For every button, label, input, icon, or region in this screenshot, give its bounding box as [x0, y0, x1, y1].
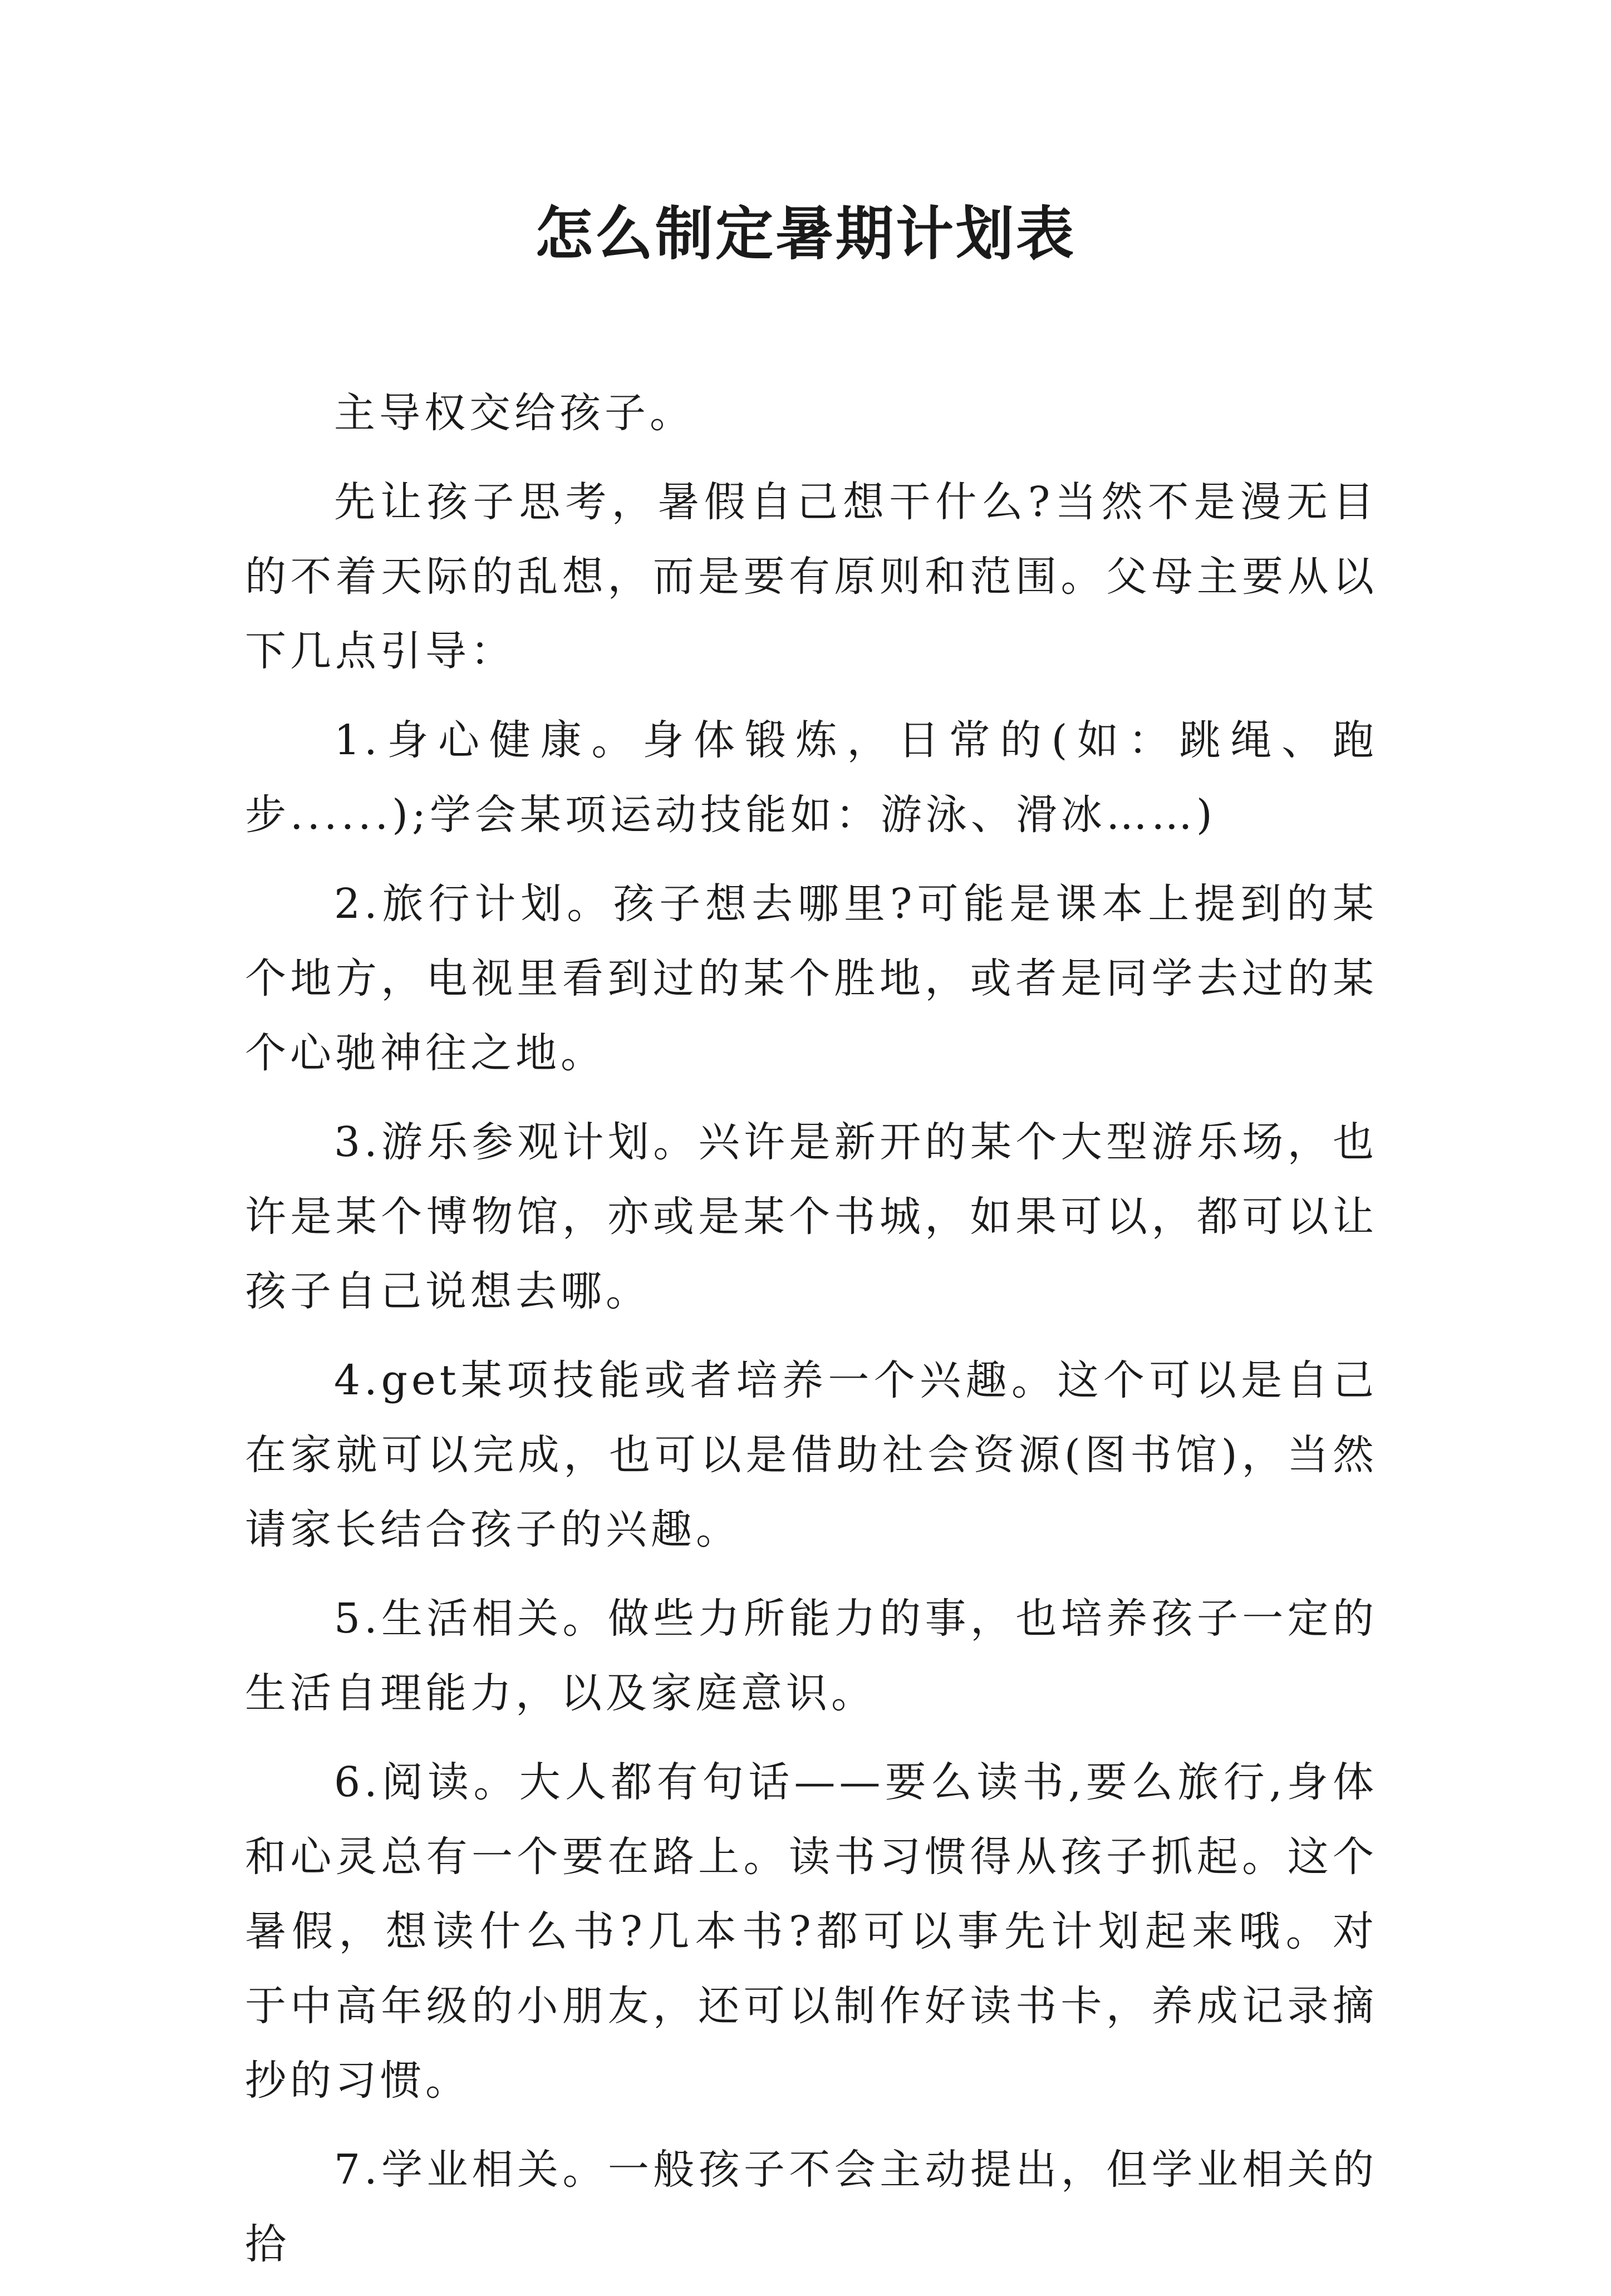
paragraph-item-reading: 6.阅读。大人都有句话——要么读书,要么旅行,身体和心灵总有一个要在路上。读书习惯得从孩子抓起。这个暑假，想读什么书?几本书?都可以事先计划起来哦。对于中高年级的小朋友，还可以制作好读书卡，养成记录摘抄的习惯。 — [245, 1758, 1378, 2105]
paragraph-item-sightseeing: 3.游乐参观计划。兴许是新开的某个大型游乐场，也许是某个博物馆，亦或是某个书城，如果可以，都可以让孩子自己说想去哪。 — [245, 1118, 1378, 1315]
paragraph-item-travel: 2.旅行计划。孩子想去哪里?可能是课本上提到的某个地方，电视里看到过的某个胜地，或者是同学去过的某个心驰神往之地。 — [245, 880, 1378, 1077]
paragraph-think-first: 先让孩子思考，暑假自己想干什么?当然不是漫无目的不着天际的乱想，而是要有原则和范围。父母主要从以下几点引导： — [245, 478, 1378, 675]
paragraph-item-skill: 4.get某项技能或者培养一个兴趣。这个可以是自己在家就可以完成，也可以是借助社会资源(图书馆)，当然请家长结合孩子的兴趣。 — [245, 1356, 1378, 1553]
paragraph-intro: 主导权交给孩子。 — [334, 389, 695, 437]
document-title: 怎么制定暑期计划表 — [534, 199, 1076, 268]
paragraph-item-health: 1.身心健康。身体锻炼，日常的(如：跳绳、跑步......);学会某项运动技能如：游泳、滑冰……) — [245, 716, 1378, 839]
document-body — [245, 376, 1378, 2296]
paragraph-item-study: 7.学业相关。一般孩子不会主动提出，但学业相关的拾 — [245, 2146, 1378, 2268]
paragraph-item-life: 5.生活相关。做些力所能力的事，也培养孩子一定的生活自理能力，以及家庭意识。 — [245, 1595, 1378, 1717]
